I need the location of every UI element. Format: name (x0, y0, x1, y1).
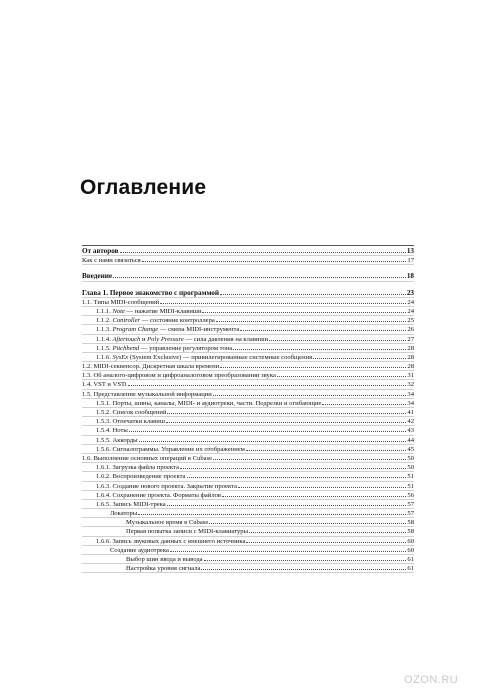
toc-entry-page-number: 57 (407, 500, 414, 508)
toc-entry-title-part: 1.1.4. (96, 335, 113, 343)
toc-entry-page-number: 24 (407, 298, 414, 306)
toc-entry-title (82, 257, 141, 265)
toc-entry-title-part: — нажатие MIDI-клавиши (124, 307, 202, 315)
toc-entry (82, 417, 414, 426)
toc-entry-title (96, 345, 232, 353)
toc-entry (82, 482, 414, 491)
toc-entry-page-number: 42 (407, 418, 414, 426)
toc-entry-title-part: 1.6.4. Сохранение проекта. Форматы файлов (96, 491, 222, 499)
toc-entry-title-part: 1.5.2. Список сообщений (96, 409, 167, 416)
toc-entry-title (126, 519, 208, 527)
toc-entry (82, 463, 414, 472)
toc-entry-title-part: Первая попытка записи с MIDI-клавиатуры (126, 528, 248, 536)
toc-entry (82, 316, 414, 325)
toc-entry (82, 371, 414, 380)
toc-entry-title-part: — смена MIDI-инструмента (158, 326, 240, 334)
dot-leader (128, 380, 407, 386)
toc-entry-page-number: 50 (407, 464, 414, 472)
toc-entry (82, 408, 414, 417)
toc-entry-title (96, 473, 186, 481)
toc-entry-title-part: 1.6.2. Воспроизведение проекта (96, 473, 186, 481)
toc-entry-title (126, 565, 200, 573)
toc-entry-title (96, 317, 215, 325)
toc-entry-title-part: 1.1. Типы MIDI-сообщений (82, 298, 160, 306)
dot-leader (213, 454, 406, 460)
dot-leader (233, 344, 406, 350)
toc-entry-title-part: Локаторы (110, 510, 138, 518)
toc-entry-page-number: 56 (407, 491, 414, 499)
toc-entry-title-part: Controller (112, 317, 141, 325)
dot-leader (246, 537, 406, 543)
toc-entry (82, 272, 414, 281)
toc-entry (82, 546, 414, 555)
dot-leader (180, 463, 406, 469)
dot-leader (322, 399, 406, 405)
toc-entry-title-part: — управление регулятором тона (139, 344, 233, 352)
toc-entry-title-part: 1.6. Выполнение основных операций в Cubase (82, 454, 213, 462)
toc-entry-title (82, 272, 112, 280)
toc-entry (82, 256, 414, 265)
toc-entry-title (96, 446, 245, 454)
dot-leader (160, 298, 406, 304)
toc-entry (82, 335, 414, 344)
toc-entry (82, 353, 414, 362)
table-of-contents (82, 247, 414, 573)
toc-entry-page-number: 28 (407, 344, 414, 352)
toc-entry-title (96, 501, 166, 509)
toc-entry (82, 518, 414, 527)
toc-entry (82, 527, 414, 536)
toc-entry-title (82, 381, 127, 389)
dot-leader (269, 335, 406, 341)
toc-entry-title (96, 409, 166, 417)
toc-entry-title (96, 492, 221, 500)
toc-entry-title-part: 1.1.3. (96, 326, 113, 334)
watermark: OZON.RU (404, 674, 459, 686)
toc-entry-page-number: 23 (406, 288, 414, 297)
dot-leader (222, 491, 406, 497)
toc-entry (82, 344, 414, 353)
toc-entry-page-number: 44 (407, 436, 414, 444)
toc-entry-title-part: — состояние контроллера (140, 317, 215, 325)
toc-entry-title (110, 510, 137, 518)
toc-entry-title (126, 528, 248, 536)
toc-entry-title-part: От авторов (82, 247, 119, 255)
toc-entry-title (96, 336, 268, 344)
toc-entry-title (82, 363, 219, 371)
dot-leader (220, 289, 406, 295)
toc-entry-page-number: 58 (407, 519, 414, 527)
toc-entry-title (82, 289, 219, 297)
dot-leader (313, 353, 406, 359)
toc-entry (82, 247, 414, 256)
toc-entry-page-number: 61 (407, 565, 414, 573)
toc-entry-page-number: 57 (407, 510, 414, 518)
toc-entry (82, 537, 414, 546)
dot-leader (213, 390, 407, 396)
toc-entry-title-part: 1.1.1. (96, 307, 113, 315)
toc-entry-title (82, 455, 212, 463)
toc-entry (82, 491, 414, 500)
toc-entry-page-number: 17 (407, 257, 414, 265)
toc-entry-title (96, 483, 237, 491)
toc-entry-title (96, 464, 179, 472)
toc-entry-page-number: 34 (407, 390, 414, 398)
toc-entry-title-part: 1.4. VST и VSTi (82, 381, 127, 389)
dot-leader (187, 472, 407, 478)
toc-entry-title (82, 247, 119, 255)
toc-entry (82, 555, 414, 564)
toc-entry-title-part: 1.1.2. (96, 317, 113, 325)
dot-leader (170, 546, 407, 552)
toc-entry-page-number: 24 (407, 307, 414, 315)
toc-entry-page-number: 50 (407, 454, 414, 462)
toc-entry-title-part: 1.6.5. Запись MIDI-трека (96, 500, 166, 508)
toc-entry-title-part: 1.5. Представление музыкальной информации (82, 390, 212, 398)
toc-entry (82, 509, 414, 518)
toc-entry (82, 426, 414, 435)
toc-entry-title-part: SysEx (112, 353, 129, 361)
toc-entry-title-part: 1.5.6. Сигналограммы. Управление их отображением (96, 445, 245, 453)
toc-entry-title (110, 547, 169, 555)
dot-leader (202, 307, 406, 313)
toc-entry-title-part: 1.1.6. (96, 353, 113, 361)
toc-entry-title-part: 1.1.5. (96, 344, 113, 352)
toc-entry-page-number: 25 (407, 317, 414, 325)
toc-entry-title-part: Глава 1. Первое знакомство с программой (82, 288, 220, 297)
toc-entry (82, 289, 414, 298)
toc-entry-title-part: Создание аудиотрека (110, 546, 169, 554)
toc-entry-title (96, 437, 138, 445)
dot-leader (138, 509, 406, 515)
toc-entry-title (96, 538, 245, 546)
toc-entry (82, 362, 414, 371)
dot-leader (113, 272, 406, 278)
toc-entry-title (96, 326, 239, 334)
toc-entry-page-number: 58 (407, 528, 414, 536)
toc-entry-title-part: Музыкальное время в Cubase (126, 519, 209, 527)
toc-entry (82, 454, 414, 463)
dot-leader (129, 426, 407, 432)
toc-entry (82, 472, 414, 481)
toc-entry-title-part: 1.6.1. Загрузка файла проекта (96, 464, 179, 472)
dot-leader (240, 325, 406, 331)
toc-entry-page-number: 32 (407, 381, 414, 389)
toc-entry-title (96, 427, 128, 435)
dot-leader (209, 518, 406, 524)
toc-entry-title-part: 1.5.1. Порты, шины, каналы, MIDI- и аудиотреки, части. Подрезки и огибающие (96, 399, 322, 407)
toc-entry-title (96, 400, 321, 408)
toc-entry-title-part: Note (112, 307, 125, 315)
toc-entry-page-number: 60 (407, 546, 414, 554)
dot-leader (142, 256, 407, 262)
toc-entry-title-part: 1.3. Об аналого-цифровом и цифроаналоговом преобразовании звука (82, 372, 276, 380)
toc-entry-title (96, 354, 312, 362)
toc-entry-title-part: 1.5.3. Отпечатки клавиш (96, 418, 165, 426)
dot-leader (249, 527, 406, 533)
dot-leader (167, 500, 407, 506)
toc-entry (82, 399, 414, 408)
toc-entry-title-part: 1.5.5. Аккорды (96, 436, 138, 444)
toc-entry (82, 445, 414, 454)
toc-entry-page-number: 41 (407, 409, 414, 416)
toc-entry-title (82, 391, 212, 399)
toc-entry (82, 325, 414, 334)
toc-entry-title (126, 556, 203, 564)
toc-entry-title (82, 299, 159, 307)
toc-entry-page-number: 28 (407, 353, 414, 361)
toc-entry-page-number: 60 (407, 537, 414, 545)
toc-entry-title-part: Poly Pressure (147, 335, 184, 343)
toc-entry (82, 380, 414, 389)
dot-leader (166, 417, 407, 423)
toc-entry-title (96, 418, 165, 426)
toc-entry-title-part: 1.2. MIDI-секвенсор. Дискретная шкала времени (82, 363, 220, 371)
toc-entry-title-part: Введение (82, 272, 113, 281)
toc-entry-title-part: 1.6.6. Запись звуковых данных с внешнего источника (96, 537, 246, 545)
toc-entry-page-number: 34 (407, 399, 414, 407)
dot-leader (216, 316, 407, 322)
toc-entry (82, 298, 414, 307)
toc-entry-title-part: Aftertouch (112, 335, 141, 343)
page-title: Оглавление (80, 176, 207, 199)
toc-entry-page-number: 31 (407, 372, 414, 380)
toc-entry-page-number: 26 (407, 326, 414, 334)
toc-entry-page-number: 61 (407, 556, 414, 563)
toc-entry-page-number: 51 (407, 473, 414, 481)
dot-leader (120, 247, 406, 253)
toc-entry-title (96, 308, 201, 316)
toc-entry-title-part: — сила давления на клавиши (183, 335, 269, 343)
toc-entry (82, 564, 414, 573)
toc-entry (82, 500, 414, 509)
toc-entry-title-part: Выбор шин ввода и вывода (126, 556, 203, 563)
toc-entry-title-part: и (140, 335, 148, 343)
toc-entry (82, 390, 414, 399)
toc-entry-title-part: Настройка уровня сигнала (126, 565, 201, 573)
toc-entry-title-part: Как с нами связаться (82, 257, 141, 265)
toc-entry (82, 307, 414, 316)
toc-entry-page-number: 43 (407, 427, 414, 435)
dot-leader (201, 564, 406, 570)
toc-entry-title-part: 1.5.4. Ноты (96, 427, 128, 435)
toc-entry-page-number: 28 (407, 363, 414, 371)
toc-top-rule (82, 245, 414, 246)
dot-leader (167, 408, 406, 414)
toc-entry-page-number: 13 (406, 247, 414, 255)
toc-entry-page-number: 18 (406, 272, 414, 281)
dot-leader (277, 371, 407, 377)
dot-leader (246, 445, 407, 451)
toc-entry-page-number: 51 (407, 482, 414, 490)
toc-entry-title-part: Pitchbend (112, 344, 140, 352)
toc-entry-title-part: Program Change (112, 326, 159, 334)
dot-leader (139, 436, 407, 442)
dot-leader (204, 555, 407, 561)
toc-entry-title-part: (System Exclusive) — привилегированные системные сообщения (128, 353, 313, 361)
dot-leader (220, 362, 406, 368)
toc-entry-title-part: 1.6.3. Создание нового проекта. Закрытие проекта (96, 482, 237, 490)
dot-leader (238, 482, 406, 488)
toc-entry-page-number: 45 (407, 445, 414, 453)
toc-entry (82, 436, 414, 445)
toc-entry-page-number: 27 (407, 335, 414, 343)
toc-entry-title (82, 372, 276, 380)
